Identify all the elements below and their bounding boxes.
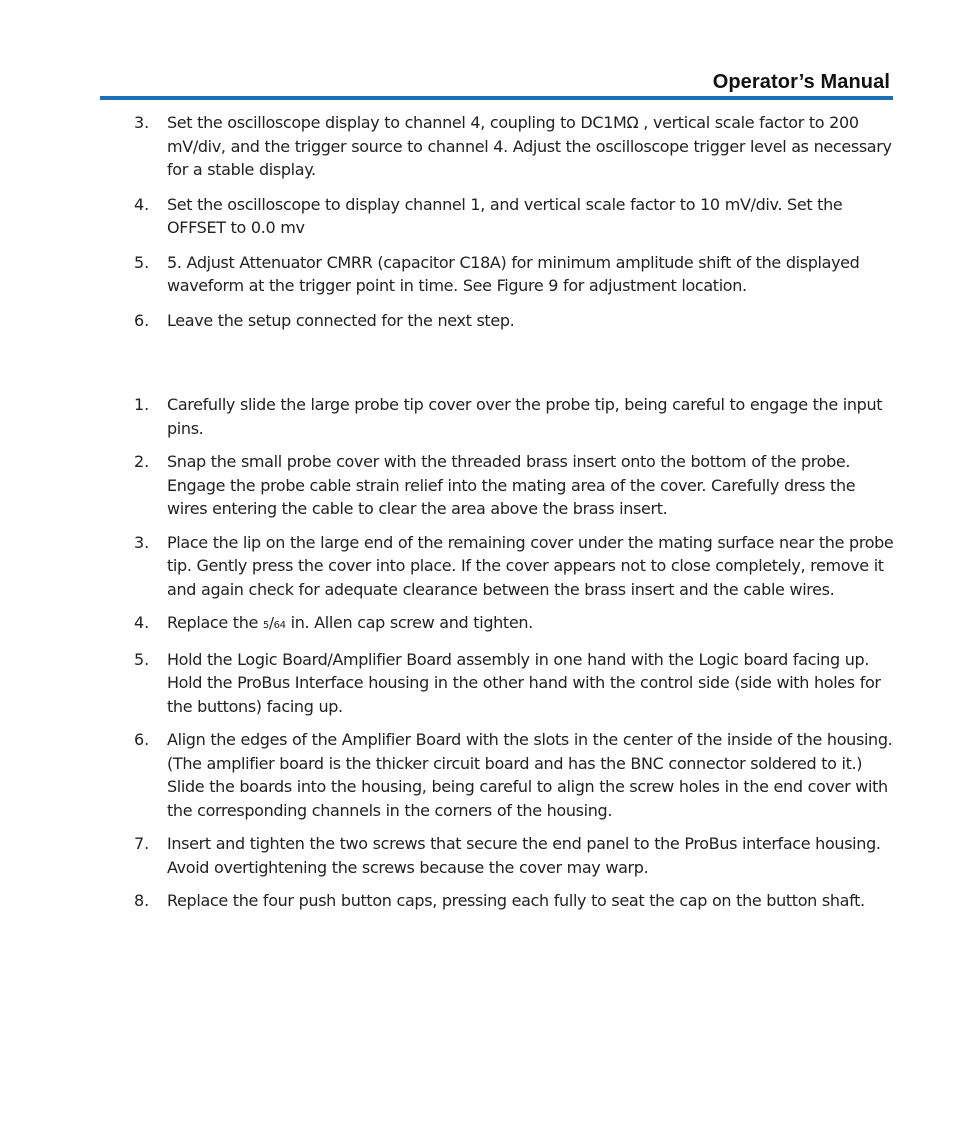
step-text-prefix: Replace the (167, 613, 263, 632)
step-number: 3. (134, 532, 150, 552)
step-number: 5. (134, 649, 150, 669)
step-number: 2. (134, 452, 150, 471)
list-item (0, 450, 954, 521)
list-item (0, 832, 954, 879)
step-number: 8. (134, 891, 150, 910)
step-text-suffix: in. Allen cap screw and tighten. (285, 613, 533, 632)
step-text: Hold the Logic Board/Amplifier Board assembly in one hand with the Logic board facing up. Hold the ProBus Interface housing in the other hand with the control side (side with holes for the buttons) facing up. (167, 649, 881, 716)
step-number: 7. (134, 834, 150, 853)
list-item (0, 111, 954, 182)
list-item (0, 531, 954, 602)
step-text: Set the oscilloscope to display channel 1, and vertical scale factor to 10 mV/div. Set the OFFSET to 0.0 mv (167, 194, 843, 237)
step-number: 6. (134, 310, 150, 330)
step-text: Set the oscilloscope display to channel 4, coupling to DC1MΩ , vertical scale factor to 200 mV/div, and the trigger source to channel 4. Adjust the oscilloscope trigger level as necessary for a stable display. (167, 113, 892, 179)
fraction-denominator: 64 (273, 620, 286, 631)
step-number: 6. (134, 730, 150, 749)
list-item (0, 393, 954, 440)
list-item (0, 889, 954, 913)
step-number: 1. (134, 395, 150, 414)
step-text: Leave the setup connected for the next step. (167, 310, 515, 330)
steps-list-section-b (0, 393, 954, 913)
list-item (0, 611, 954, 638)
step-text: Insert and tighten the two screws that secure the end panel to the ProBus interface housing. Avoid overtightening the screws because the cover may warp. (167, 834, 881, 877)
step-number: 3. (134, 113, 150, 132)
list-item (0, 728, 954, 822)
step-text: Carefully slide the large probe tip cover over the probe tip, being careful to engage the input pins. (167, 395, 883, 438)
list-item (0, 309, 954, 333)
list-item (0, 193, 954, 240)
fraction-numerator: 5 (262, 620, 269, 631)
steps-list-section-a (0, 111, 954, 332)
step-text: Replace the four push button caps, pressing each fully to seat the cap on the button shaft. (167, 891, 865, 910)
step-text (167, 611, 894, 638)
step-text: 5. Adjust Attenuator CMRR (capacitor C18A) for minimum amplitude shift of the displayed waveform at the trigger point in time. See Figure 9 for adjustment location. (167, 252, 860, 295)
step-number: 4. (134, 194, 150, 214)
fraction-slash: / (268, 614, 274, 632)
step-number: 5. (134, 252, 150, 272)
header-divider (100, 96, 893, 100)
list-item (0, 251, 954, 298)
step-number: 4. (134, 613, 150, 632)
document-title: Operator’s Manual (712, 71, 890, 93)
step-text: Snap the small probe cover with the threaded brass insert onto the bottom of the probe. Engage the probe cable strain relief into the mating area of the cover. Carefully dress the wires entering the cable to clear the area above the brass insert. (167, 452, 856, 518)
list-item (0, 648, 954, 719)
step-text: Align the edges of the Amplifier Board with the slots in the center of the inside of the housing. (The amplifier board is the thicker circuit board and has the BNC connector soldered to it.) Slide the boards into the housing, being careful to align the screw holes in the end cover with the corresponding channels in the corners of the housing. (167, 730, 893, 820)
step-text: Place the lip on the large end of the remaining cover under the mating surface near the probe tip. Gently press the cover into place. If the cover appears not to close completely, remove it and again check for adequate clearance between the brass insert and the cable wires. (167, 532, 894, 599)
